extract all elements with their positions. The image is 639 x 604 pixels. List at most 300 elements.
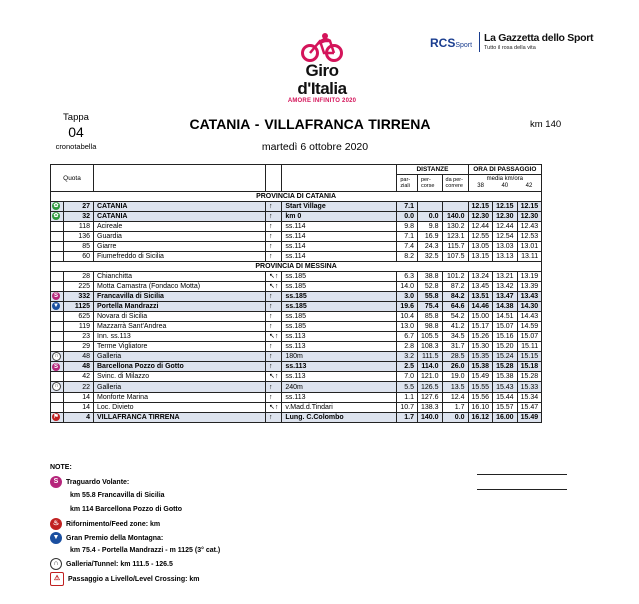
time-40-cell: 16.00 (493, 412, 518, 422)
timetable (50, 164, 542, 423)
location-cell: Mazzarrà Sant'Andrea (94, 322, 266, 332)
location-cell: Monforte Marina (94, 392, 266, 402)
finish-icon: ⚑ (53, 413, 59, 420)
direction-cell: ↑ (266, 382, 282, 392)
start-icon: ✿ (53, 203, 59, 210)
road-cell: km 0 (282, 212, 397, 222)
direction-cell: ↑ (266, 362, 282, 372)
table-row (51, 362, 542, 372)
remaining-km-cell (442, 202, 468, 212)
covered-km-cell: 75.4 (418, 302, 443, 312)
partial-km-cell: 6.3 (397, 272, 418, 282)
tunnel-icon: ∩ (50, 558, 62, 570)
location-cell: Galleria (94, 382, 266, 392)
header-parziali: par-ziali (397, 175, 418, 192)
icon-cell (51, 252, 64, 262)
direction-cell: ↑ (266, 202, 282, 212)
partial-km-cell: 8.2 (397, 252, 418, 262)
remaining-km-cell: 87.2 (442, 282, 468, 292)
covered-km-cell: 16.9 (418, 232, 443, 242)
route-title: CATANIA - VILLAFRANCA TIRRENA (189, 116, 431, 132)
partial-km-cell: 9.8 (397, 222, 418, 232)
time-40-cell: 14.38 (493, 302, 518, 312)
partial-km-cell: 7.1 (397, 202, 418, 212)
location-cell: Francavilla di Sicilia (94, 292, 266, 302)
quota-cell: 225 (64, 282, 94, 292)
location-cell: Svinc. di Milazzo (94, 372, 266, 382)
time-40-cell: 13.42 (493, 282, 518, 292)
covered-km-cell: 52.8 (418, 282, 443, 292)
divider (479, 32, 480, 52)
time-42-cell: 15.33 (517, 382, 542, 392)
location-cell: Inn. ss.113 (94, 332, 266, 342)
stage-date: martedì 6 ottobre 2020 (261, 141, 369, 153)
time-38-cell: 15.26 (468, 332, 493, 342)
direction-cell: ↖↑ (266, 272, 282, 282)
partial-km-cell: 3.0 (397, 292, 418, 302)
time-38-cell: 12.44 (468, 222, 493, 232)
time-40-cell: 15.28 (493, 362, 518, 372)
quota-cell: 85 (64, 242, 94, 252)
direction-cell: ↖↑ (266, 282, 282, 292)
table-row (51, 382, 542, 392)
table-header-row (51, 165, 542, 175)
direction-cell: ↖↑ (266, 332, 282, 342)
time-40-cell: 13.13 (493, 252, 518, 262)
time-40-cell: 12.54 (493, 232, 518, 242)
quota-cell: 625 (64, 312, 94, 322)
direction-cell: ↑ (266, 412, 282, 422)
road-cell: ss.114 (282, 222, 397, 232)
direction-cell: ↑ (266, 232, 282, 242)
time-42-cell: 14.43 (517, 312, 542, 322)
remaining-km-cell: 0.0 (442, 412, 468, 422)
remaining-km-cell: 54.2 (442, 312, 468, 322)
quota-cell: 42 (64, 372, 94, 382)
divider (477, 489, 567, 490)
divider (477, 474, 567, 475)
traguardo-label: Traguardo Volante: (66, 478, 130, 486)
time-38-cell: 15.35 (468, 352, 493, 362)
total-distance: km 140 (530, 119, 562, 130)
direction-cell: ↑ (266, 312, 282, 322)
icon-cell (51, 302, 64, 312)
remaining-km-cell: 140.0 (442, 212, 468, 222)
remaining-km-cell: 123.1 (442, 232, 468, 242)
feed-zone-icon: ♨ (50, 518, 62, 530)
time-40-cell: 14.51 (493, 312, 518, 322)
rifornimento-label: Rifornimento/Feed zone: km (66, 520, 161, 528)
quota-cell: 119 (64, 322, 94, 332)
quota-cell: 48 (64, 362, 94, 372)
icon-cell (51, 382, 64, 392)
icon-cell (51, 222, 64, 232)
location-cell: Loc. Divieto (94, 402, 266, 412)
location-cell: Motta Camastra (Fondaco Motta) (94, 282, 266, 292)
icon-cell (51, 232, 64, 242)
partial-km-cell: 1.7 (397, 412, 418, 422)
section-row (51, 262, 542, 272)
time-42-cell: 12.53 (517, 232, 542, 242)
covered-km-cell: 98.8 (418, 322, 443, 332)
sponsor-logos (430, 30, 594, 54)
location-cell: Terme Vigliatore (94, 342, 266, 352)
speed-42: 42 (525, 183, 533, 189)
remaining-km-cell: 107.5 (442, 252, 468, 262)
quota-cell: 27 (64, 202, 94, 212)
brand-title: Giro d'Italia (297, 61, 347, 98)
sprint-icon: S (50, 476, 62, 488)
galleria-label: Galleria/Tunnel: km 111.5 - 126.5 (66, 560, 173, 568)
time-42-cell: 13.39 (517, 282, 542, 292)
partial-km-cell: 14.0 (397, 282, 418, 292)
covered-km-cell: 9.8 (418, 222, 443, 232)
time-38-cell: 13.45 (468, 282, 493, 292)
time-42-cell: 15.49 (517, 412, 542, 422)
gpm-label: Gran Premio della Montagna: (66, 534, 164, 542)
time-42-cell: 13.11 (517, 252, 542, 262)
table-row (51, 232, 542, 242)
icon-cell (51, 242, 64, 252)
level-crossing-icon: ⚠ (50, 572, 64, 586)
covered-km-cell (418, 202, 443, 212)
time-40-cell: 15.44 (493, 392, 518, 402)
quota-cell: 136 (64, 232, 94, 242)
time-42-cell: 13.19 (517, 272, 542, 282)
icon-cell (51, 372, 64, 382)
time-40-cell: 13.03 (493, 242, 518, 252)
covered-km-cell: 138.3 (418, 402, 443, 412)
header-distanze: DISTANZE (397, 165, 468, 175)
icon-cell (51, 322, 64, 332)
direction-cell: ↖↑ (266, 402, 282, 412)
partial-km-cell: 5.5 (397, 382, 418, 392)
quota-cell: 32 (64, 212, 94, 222)
table-row (51, 412, 542, 422)
table-row (51, 212, 542, 222)
remaining-km-cell: 101.2 (442, 272, 468, 282)
quota-cell: 14 (64, 402, 94, 412)
gazzetta-tagline: Tutto il rosa della vita (484, 45, 536, 51)
covered-km-cell: 38.8 (418, 272, 443, 282)
partial-km-cell: 13.0 (397, 322, 418, 332)
rcs-logo: RCSSport (430, 36, 473, 50)
road-cell: 180m (282, 352, 397, 362)
time-42-cell: 15.07 (517, 332, 542, 342)
time-38-cell: 14.46 (468, 302, 493, 312)
header-ora: ORA DI PASSAGGIO (468, 165, 542, 175)
time-38-cell: 13.24 (468, 272, 493, 282)
remaining-km-cell: 130.2 (442, 222, 468, 232)
time-42-cell: 13.43 (517, 292, 542, 302)
sprint-icon: S (53, 293, 58, 300)
time-40-cell: 15.43 (493, 382, 518, 392)
quota-cell: 48 (64, 352, 94, 362)
road-cell: ss.114 (282, 252, 397, 262)
remaining-km-cell: 13.5 (442, 382, 468, 392)
partial-km-cell: 6.7 (397, 332, 418, 342)
time-42-cell: 12.43 (517, 222, 542, 232)
location-cell: Giarre (94, 242, 266, 252)
time-38-cell: 15.49 (468, 372, 493, 382)
time-42-cell: 15.47 (517, 402, 542, 412)
covered-km-cell: 111.5 (418, 352, 443, 362)
quota-cell: 60 (64, 252, 94, 262)
road-cell: ss.113 (282, 372, 397, 382)
icon-cell (51, 282, 64, 292)
partial-km-cell: 7.0 (397, 372, 418, 382)
location-cell: CATANIA (94, 202, 266, 212)
road-cell: v.Mad.d.Tindari (282, 402, 397, 412)
table-row (51, 342, 542, 352)
icon-cell (51, 352, 64, 362)
stage-type: cronotabella (55, 142, 97, 151)
time-42-cell: 12.30 (517, 212, 542, 222)
covered-km-cell: 105.5 (418, 332, 443, 342)
location-cell: Chianchitta (94, 272, 266, 282)
location-cell: Galleria (94, 352, 266, 362)
time-38-cell: 15.30 (468, 342, 493, 352)
time-42-cell: 15.15 (517, 352, 542, 362)
road-cell: Lung. C.Colombo (282, 412, 397, 422)
partial-km-cell: 10.4 (397, 312, 418, 322)
time-38-cell: 15.56 (468, 392, 493, 402)
quota-cell: 22 (64, 382, 94, 392)
table-row (51, 402, 542, 412)
time-38-cell: 16.10 (468, 402, 493, 412)
table-row (51, 302, 542, 312)
road-cell: ss.185 (282, 302, 397, 312)
location-cell: Barcellona Pozzo di Gotto (94, 362, 266, 372)
time-42-cell: 14.30 (517, 302, 542, 312)
quota-cell: 118 (64, 222, 94, 232)
table-row (51, 222, 542, 232)
road-cell: ss.185 (282, 282, 397, 292)
time-38-cell: 13.05 (468, 242, 493, 252)
time-38-cell: 15.38 (468, 362, 493, 372)
remaining-km-cell: 1.7 (442, 402, 468, 412)
time-42-cell: 14.59 (517, 322, 542, 332)
location-cell: Portella Mandrazzi (94, 302, 266, 312)
road-cell: 240m (282, 382, 397, 392)
remaining-km-cell: 84.2 (442, 292, 468, 302)
cyclist-icon (301, 32, 343, 62)
direction-cell: ↑ (266, 352, 282, 362)
covered-km-cell: 126.5 (418, 382, 443, 392)
quota-cell: 4 (64, 412, 94, 422)
table-row (51, 312, 542, 322)
covered-km-cell: 108.3 (418, 342, 443, 352)
tunnel-icon: ∩ (52, 352, 61, 361)
covered-km-cell: 121.0 (418, 372, 443, 382)
partial-km-cell: 0.0 (397, 212, 418, 222)
time-40-cell: 15.38 (493, 372, 518, 382)
section-messina: PROVINCIA DI MESSINA (51, 262, 542, 272)
time-42-cell: 15.11 (517, 342, 542, 352)
quota-cell: 23 (64, 332, 94, 342)
notes-title: NOTE: (50, 464, 72, 471)
time-42-cell: 12.15 (517, 202, 542, 212)
partial-km-cell: 2.5 (397, 362, 418, 372)
table-row (51, 292, 542, 302)
icon-cell (51, 292, 64, 302)
time-40-cell: 12.44 (493, 222, 518, 232)
road-cell: ss.185 (282, 322, 397, 332)
brand-motto: AMORE INFINITO 2020 (287, 98, 357, 104)
location-cell: Novara di Sicilia (94, 312, 266, 322)
sprint-icon: S (53, 363, 58, 370)
partial-km-cell: 2.8 (397, 342, 418, 352)
location-cell: Guardia (94, 232, 266, 242)
table-row (51, 242, 542, 252)
time-42-cell: 15.28 (517, 372, 542, 382)
road-cell: ss.113 (282, 392, 397, 402)
road-cell: ss.185 (282, 312, 397, 322)
road-cell: ss.185 (282, 292, 397, 302)
partial-km-cell: 7.4 (397, 242, 418, 252)
icon-cell (51, 362, 64, 372)
mountain-icon: ▼ (50, 532, 62, 544)
remaining-km-cell: 12.4 (442, 392, 468, 402)
time-38-cell: 15.17 (468, 322, 493, 332)
time-38-cell: 16.12 (468, 412, 493, 422)
time-40-cell: 13.21 (493, 272, 518, 282)
covered-km-cell: 32.5 (418, 252, 443, 262)
stage-number: 04 (68, 124, 84, 140)
mountain-icon: ▼ (53, 303, 59, 310)
partial-km-cell: 19.6 (397, 302, 418, 312)
covered-km-cell: 24.3 (418, 242, 443, 252)
table-row (51, 252, 542, 262)
table-row (51, 272, 542, 282)
tunnel-icon: ∩ (52, 382, 61, 391)
table-row (51, 372, 542, 382)
remaining-km-cell: 115.7 (442, 242, 468, 252)
time-38-cell: 12.15 (468, 202, 493, 212)
icon-cell (51, 272, 64, 282)
direction-cell: ↑ (266, 322, 282, 332)
icon-cell (51, 202, 64, 212)
partial-km-cell: 7.1 (397, 232, 418, 242)
partial-km-cell: 3.2 (397, 352, 418, 362)
road-cell: ss.114 (282, 232, 397, 242)
icon-cell (51, 342, 64, 352)
direction-cell: ↑ (266, 342, 282, 352)
remaining-km-cell: 64.6 (442, 302, 468, 312)
quota-cell: 1125 (64, 302, 94, 312)
section-catania: PROVINCIA DI CATANIA (51, 192, 542, 202)
icon-cell (51, 412, 64, 422)
speed-40: 40 (501, 183, 509, 189)
icon-cell (51, 392, 64, 402)
time-40-cell: 15.16 (493, 332, 518, 342)
section-row (51, 192, 542, 202)
passaggio-label: Passaggio a Livello/Level Crossing: km (68, 575, 200, 583)
time-42-cell: 15.18 (517, 362, 542, 372)
time-40-cell: 12.30 (493, 212, 518, 222)
location-cell: Fiumefreddo di Sicilia (94, 252, 266, 262)
direction-cell: ↑ (266, 242, 282, 252)
time-38-cell: 13.51 (468, 292, 493, 302)
remaining-km-cell: 28.5 (442, 352, 468, 362)
time-42-cell: 13.01 (517, 242, 542, 252)
road-cell: ss.114 (282, 242, 397, 252)
quota-cell: 332 (64, 292, 94, 302)
road-cell: Start Village (282, 202, 397, 212)
direction-cell: ↑ (266, 392, 282, 402)
direction-cell: ↑ (266, 252, 282, 262)
time-40-cell: 15.57 (493, 402, 518, 412)
time-38-cell: 12.30 (468, 212, 493, 222)
icon-cell (51, 402, 64, 412)
quota-cell: 14 (64, 392, 94, 402)
gpm-1: km 75.4 - Portella Mandrazzi - m 1125 (3° cat.) (70, 547, 221, 554)
direction-cell: ↑ (266, 302, 282, 312)
km-zero-icon: ✿ (53, 213, 59, 220)
road-cell: ss.113 (282, 332, 397, 342)
header-quota: Quota (51, 165, 94, 192)
covered-km-cell: 114.0 (418, 362, 443, 372)
direction-cell: ↑ (266, 222, 282, 232)
time-40-cell: 12.15 (493, 202, 518, 212)
time-38-cell: 12.55 (468, 232, 493, 242)
time-40-cell: 15.07 (493, 322, 518, 332)
table-row (51, 392, 542, 402)
table-row (51, 332, 542, 342)
time-38-cell: 15.55 (468, 382, 493, 392)
remaining-km-cell: 19.0 (442, 372, 468, 382)
covered-km-cell: 140.0 (418, 412, 443, 422)
remaining-km-cell: 34.5 (442, 332, 468, 342)
quota-cell: 29 (64, 342, 94, 352)
header-da-percorrere: da per-correre (442, 175, 468, 192)
location-cell: VILLAFRANCA TIRRENA (94, 412, 266, 422)
stage-label: Tappa (63, 112, 89, 123)
traguardo-2: km 114 Barcellona Pozzo di Gotto (70, 506, 183, 513)
time-40-cell: 13.47 (493, 292, 518, 302)
quota-cell: 28 (64, 272, 94, 282)
remaining-km-cell: 31.7 (442, 342, 468, 352)
table-row (51, 282, 542, 292)
direction-cell: ↖↑ (266, 372, 282, 382)
partial-km-cell: 10.7 (397, 402, 418, 412)
table-row (51, 352, 542, 362)
remaining-km-cell: 26.0 (442, 362, 468, 372)
road-cell: ss.113 (282, 342, 397, 352)
direction-cell: ↑ (266, 212, 282, 222)
header-media: media km/ora (486, 176, 523, 182)
speed-38: 38 (477, 183, 484, 189)
location-cell: Acireale (94, 222, 266, 232)
remaining-km-cell: 41.2 (442, 322, 468, 332)
giro-logo (282, 32, 362, 104)
road-cell: ss.113 (282, 362, 397, 372)
covered-km-cell: 85.8 (418, 312, 443, 322)
location-cell: CATANIA (94, 212, 266, 222)
time-38-cell: 15.00 (468, 312, 493, 322)
road-cell: ss.185 (282, 272, 397, 282)
traguardo-1: km 55.8 Francavilla di Sicilia (70, 492, 165, 499)
time-38-cell: 13.15 (468, 252, 493, 262)
time-42-cell: 15.34 (517, 392, 542, 402)
covered-km-cell: 127.6 (418, 392, 443, 402)
table-row (51, 322, 542, 332)
covered-km-cell: 0.0 (418, 212, 443, 222)
partial-km-cell: 1.1 (397, 392, 418, 402)
icon-cell (51, 332, 64, 342)
time-40-cell: 15.24 (493, 352, 518, 362)
table-row (51, 202, 542, 212)
